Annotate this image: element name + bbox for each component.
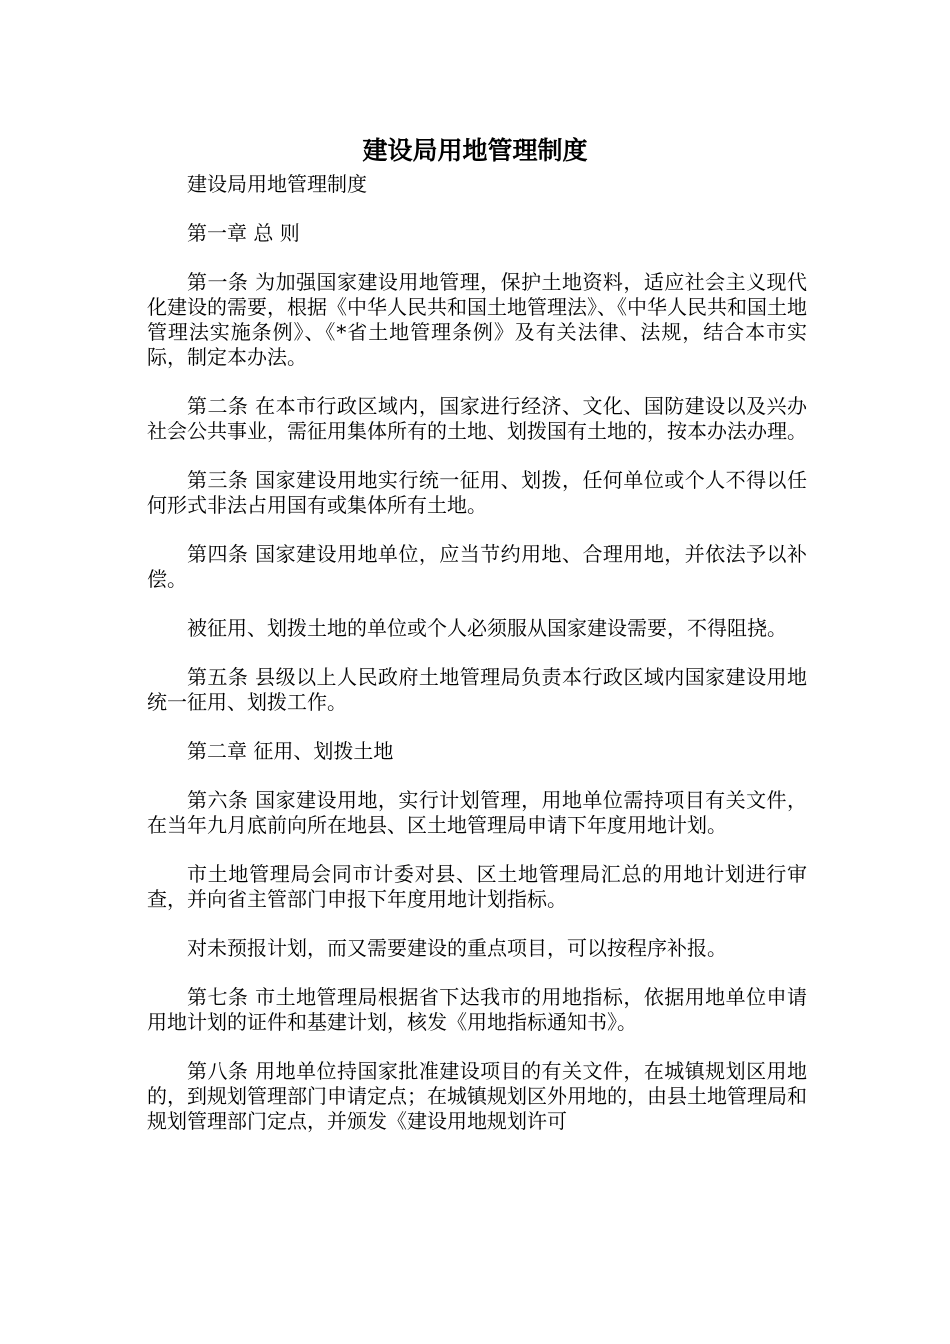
chapter-heading-2: 第二章 征用、划拨土地 [187, 739, 394, 763]
article-6-clause-3: 对未预报计划，而又需要建设的重点项目，可以按程序补报。 [187, 936, 727, 960]
document-body [147, 172, 807, 1134]
article-3: 第三条 国家建设用地实行统一征用、划拨，任何单位或个人不得以任何形式非法占用国有或集体所有土地。 [147, 468, 807, 517]
article-4-clause: 被征用、划拨土地的单位或个人必须服从国家建设需要，不得阻挠。 [187, 616, 787, 640]
article-6: 第六条 国家建设用地，实行计划管理，用地单位需持项目有关文件，在当年九月底前向所在地县、区土地管理局申请下年度用地计划。 [147, 788, 807, 837]
chapter-heading-1: 第一章 总 则 [187, 221, 300, 245]
article-6-clause-2: 市土地管理局会同市计委对县、区土地管理局汇总的用地计划进行审查，并向省主管部门申报下年度用地计划指标。 [147, 862, 807, 911]
article-1: 第一条 为加强国家建设用地管理，保护土地资料，适应社会主义现代化建设的需要，根据《中华人民共和国土地管理法》、《中华人民共和国土地管理法实施条例》、《*省土地管理条例》及有关法律、法规，结合本市实际，制定本办法。 [147, 270, 807, 369]
document-title: 建设局用地管理制度 [362, 136, 588, 165]
article-5: 第五条 县级以上人民政府土地管理局负责本行政区域内国家建设用地统一征用、划拨工作。 [147, 665, 807, 714]
article-8: 第八条 用地单位持国家批准建设项目的有关文件，在城镇规划区用地的，到规划管理部门申请定点；在城镇规划区外用地的，由县土地管理局和规划管理部门定点，并颁发《建设用地规划许可 [147, 1059, 807, 1133]
article-4: 第四条 国家建设用地单位，应当节约用地、合理用地，并依法予以补偿。 [147, 542, 807, 591]
article-7: 第七条 市土地管理局根据省下达我市的用地指标，依据用地单位申请用地计划的证件和基建计划，核发《用地指标通知书》。 [147, 985, 807, 1034]
paragraph-subtitle: 建设局用地管理制度 [187, 172, 367, 196]
article-2: 第二条 在本市行政区域内，国家进行经济、文化、国防建设以及兴办社会公共事业，需征用集体所有的土地、划拨国有土地的，按本办法办理。 [147, 394, 807, 443]
